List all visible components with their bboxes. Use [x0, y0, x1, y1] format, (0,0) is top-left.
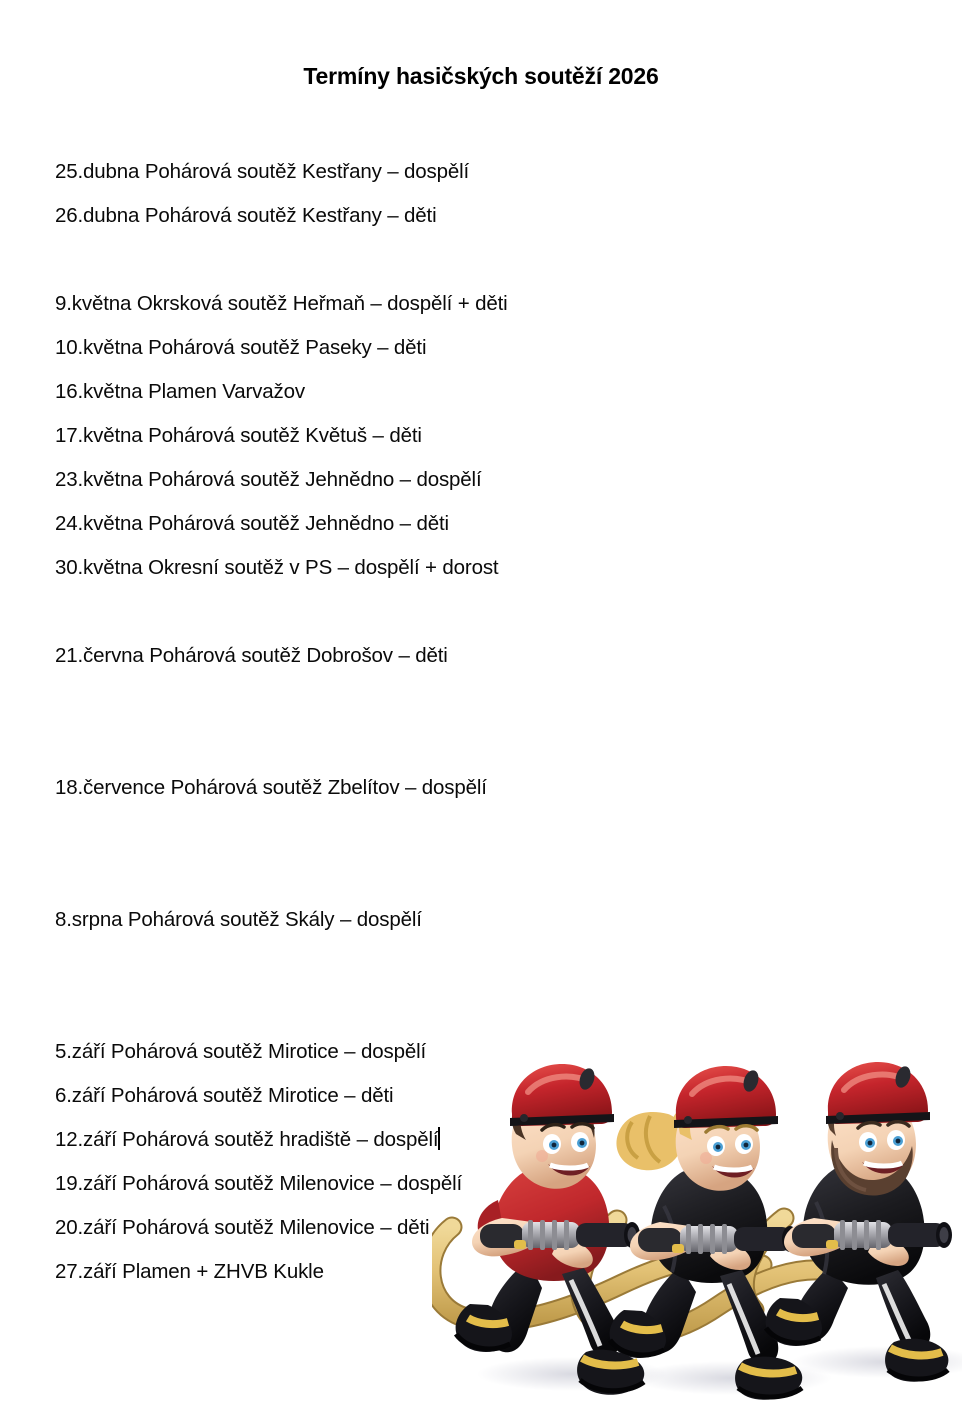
- schedule-entry-text: 30.května Okresní soutěž v PS – dospělí + dorost: [55, 556, 499, 579]
- schedule-entry-text: 24.května Pohárová soutěž Jehnědno – děti: [55, 512, 449, 535]
- schedule-entry-text: 9.května Okrsková soutěž Heřmaň – dospělí + děti: [55, 292, 508, 315]
- head-girl: [616, 1066, 778, 1191]
- schedule-entry-text: 12.září Pohárová soutěž hradiště – dospělí: [55, 1128, 439, 1151]
- schedule-entry[interactable]: [55, 370, 675, 414]
- schedule-entry[interactable]: [55, 414, 675, 458]
- firefighters-illustration: [432, 1022, 962, 1402]
- schedule-entry[interactable]: [55, 326, 675, 370]
- firefighter-girl: [610, 1066, 803, 1400]
- spacer-line: [55, 678, 675, 722]
- head-boy: [510, 1064, 614, 1189]
- head-man: [826, 1062, 930, 1196]
- schedule-entry[interactable]: [55, 194, 675, 238]
- schedule-entry-text: 20.září Pohárová soutěž Milenovice – děti: [55, 1216, 430, 1239]
- page-title: Termíny hasičských soutěží 2026: [303, 63, 659, 89]
- schedule-entry-text: 6.září Pohárová soutěž Mirotice – děti: [55, 1084, 394, 1107]
- hose-nozzle-2: [638, 1224, 798, 1254]
- spacer-line: [55, 854, 675, 898]
- schedule-entry-text: 5.září Pohárová soutěž Mirotice – dospělí: [55, 1040, 427, 1063]
- boot-front: [885, 1339, 948, 1382]
- schedule-entry-text: 27.září Plamen + ZHVB Kukle: [55, 1260, 324, 1283]
- spacer-line: [55, 942, 675, 986]
- schedule-entry-text: 25.dubna Pohárová soutěž Kestřany – dospělí: [55, 160, 470, 183]
- schedule-entry[interactable]: [55, 546, 675, 590]
- schedule-entry-text: 21.června Pohárová soutěž Dobrošov – děti: [55, 644, 448, 667]
- schedule-entry-text: 17.května Pohárová soutěž Květuš – děti: [55, 424, 422, 447]
- spacer-line: [55, 810, 675, 854]
- schedule-entry[interactable]: [55, 150, 675, 194]
- schedule-entry[interactable]: [55, 282, 675, 326]
- schedule-entry-text: 8.srpna Pohárová soutěž Skály – dospělí: [55, 908, 422, 931]
- boot-front: [735, 1357, 802, 1400]
- schedule-entry-text: 16.května Plamen Varvažov: [55, 380, 305, 403]
- schedule-entry[interactable]: [55, 898, 675, 942]
- hose-nozzle-1: [480, 1220, 640, 1250]
- schedule-entry[interactable]: [55, 634, 675, 678]
- schedule-entry[interactable]: [55, 458, 675, 502]
- schedule-entry[interactable]: [55, 502, 675, 546]
- schedule-entry-text: 18.července Pohárová soutěž Zbelítov – dospělí: [55, 776, 487, 799]
- spacer-line: [55, 238, 675, 282]
- schedule-entry-text: 19.září Pohárová soutěž Milenovice – dospělí: [55, 1172, 463, 1195]
- spacer-line: [55, 722, 675, 766]
- spacer-line: [55, 590, 675, 634]
- schedule-entry[interactable]: [55, 766, 675, 810]
- schedule-entry-text: 26.dubna Pohárová soutěž Kestřany – děti: [55, 204, 437, 227]
- schedule-entry-text: 23.května Pohárová soutěž Jehnědno – dospělí: [55, 468, 482, 491]
- schedule-entry-text: 10.května Pohárová soutěž Paseky – děti: [55, 336, 427, 359]
- hose-nozzle-3: [792, 1220, 952, 1250]
